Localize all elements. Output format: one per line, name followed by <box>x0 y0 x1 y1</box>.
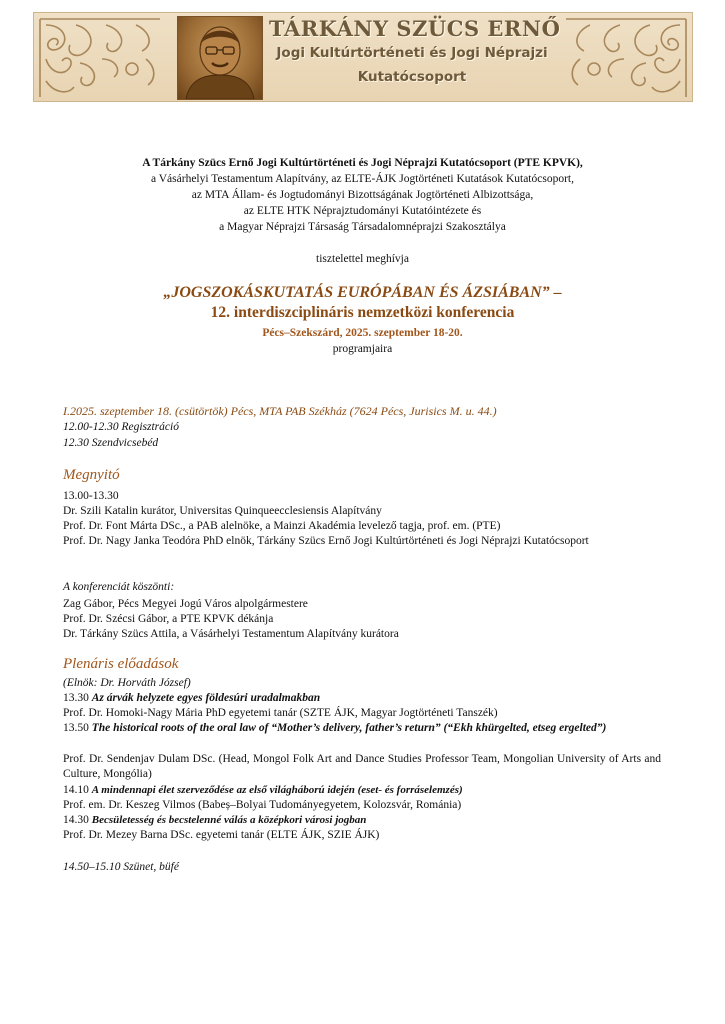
talk-time: 14.30 <box>63 814 89 826</box>
day-heading: I.2025. szeptember 18. (csütörtök) Pécs, MTA PAB Székház (7624 Pécs, Jurisics M. u. 44.) <box>63 404 497 418</box>
talk-title <box>63 721 661 736</box>
talk-speaker: Prof. Dr. Homoki-Nagy Mária PhD egyetemi tanár (SZTE ÁJK, Magyar Jogtörténeti Tanszék) <box>63 707 498 719</box>
greeter-line: Dr. Tárkány Szücs Attila, a Vásárhelyi Testamentum Alapítvány kurátora <box>63 628 399 640</box>
opening-time: 13.00-13.30 <box>63 490 119 502</box>
speaker-line: Prof. Dr. Font Márta DSc., a PAB alelnöke, a Mainzi Akadémia levelező tagja, prof. em. (PTE) <box>63 520 501 532</box>
talk-title-text: Az árvák helyzete egyes földesúri uradalmakban <box>91 692 321 704</box>
header-banner <box>33 12 693 102</box>
talk-title <box>63 691 320 705</box>
banner-title: TÁRKÁNY SZÜCS ERNŐ <box>269 16 561 41</box>
portrait-image <box>177 16 263 100</box>
organizer-line: a Magyar Néprajzi Társaság Társadalomnéprajzi Szakosztálya <box>219 221 506 233</box>
talk-speaker: Prof. Dr. Sendenjav Dulam DSc. (Head, Mongol Folk Art and Dance Studies Professor Team, Mongolian University of Arts and Culture, Mongólia) <box>63 753 661 780</box>
ornament-right-icon <box>562 15 690 101</box>
section-heading-opening: Megnyitó <box>63 467 120 483</box>
banner-subtitle: Jogi Kultúrtörténeti és Jogi Néprajzi <box>276 45 548 61</box>
greeter-line: Zag Gábor, Pécs Megyei Jogú Város alpolgármestere <box>63 598 308 610</box>
talk-speaker: Prof. em. Dr. Keszeg Vilmos (Babeș–Bolyai Tudományegyetem, Kolozsvár, Románia) <box>63 799 462 811</box>
talk-title-text: Becsületesség és becstelenné válás a középkori városi jogban <box>91 814 367 826</box>
talk-time: 13.50 <box>63 722 89 734</box>
conference-dates: Pécs–Szekszárd, 2025. szeptember 18-20. <box>262 327 463 339</box>
speaker-line: Prof. Dr. Nagy Janka Teodóra PhD elnök, Tárkány Szücs Ernő Jogi Kultúrtörténeti és Jogi Néprajzi Kutatócsoport <box>63 535 589 547</box>
schedule-item: 12.00-12.30 Regisztráció <box>63 421 179 433</box>
speaker-line: Dr. Szili Katalin kurátor, Universitas Quinqueecclesiensis Alapítvány <box>63 505 382 517</box>
program-text: programjaira <box>332 343 393 355</box>
ornament-left-icon <box>36 15 164 101</box>
conference-title: „JOGSZOKÁSKUTATÁS EURÓPÁBAN ÉS ÁZSIÁBAN” – <box>163 284 562 301</box>
section-heading-plenary: Plenáris előadások <box>63 656 179 672</box>
chair-text: (Elnök: Dr. Horváth József) <box>63 677 191 689</box>
greeter-line: Prof. Dr. Szécsi Gábor, a PTE KPVK dékánja <box>63 613 274 625</box>
organizer-line: az MTA Állam- és Jogtudományi Bizottságának Jogtörténeti Albizottsága, <box>191 189 534 201</box>
invite-text: tisztelettel meghívja <box>316 253 409 265</box>
schedule-item: 12.30 Szendvicsebéd <box>63 437 159 449</box>
talk-title-text: A mindennapi élet szerveződése az első világháború idején (eset- és forráselemzés) <box>91 784 463 796</box>
organizer-line: A Tárkány Szücs Ernő Jogi Kultúrtörténeti és Jogi Néprajzi Kutatócsoport (PTE KPVK), <box>142 157 583 169</box>
talk-time: 13.30 <box>63 692 89 704</box>
talk-title <box>63 783 463 797</box>
conference-subtitle: 12. interdiszciplináris nemzetközi konferencia <box>210 304 515 321</box>
organizer-line: az ELTE HTK Néprajztudományi Kutatóintézete és <box>243 205 482 217</box>
organizer-line: a Vásárhelyi Testamentum Alapítvány, az ELTE-ÁJK Jogtörténeti Kutatások Kutatócsoport, <box>150 173 574 185</box>
talk-speaker: Prof. Dr. Mezey Barna DSc. egyetemi tanár (ELTE ÁJK, SZIE ÁJK) <box>63 829 380 841</box>
talk-title-text: The historical roots of the oral law of “Mother’s delivery, father’s return” (“Ekh khürgelted, etseg ergelted”) <box>91 722 607 734</box>
break-item: 14.50–15.10 Szünet, büfé <box>63 861 179 873</box>
talk-time: 14.10 <box>63 784 89 796</box>
banner-subtitle-2: Kutatócsoport <box>357 69 467 85</box>
greet-label: A konferenciát köszönti: <box>63 581 175 593</box>
talk-title <box>63 813 366 827</box>
